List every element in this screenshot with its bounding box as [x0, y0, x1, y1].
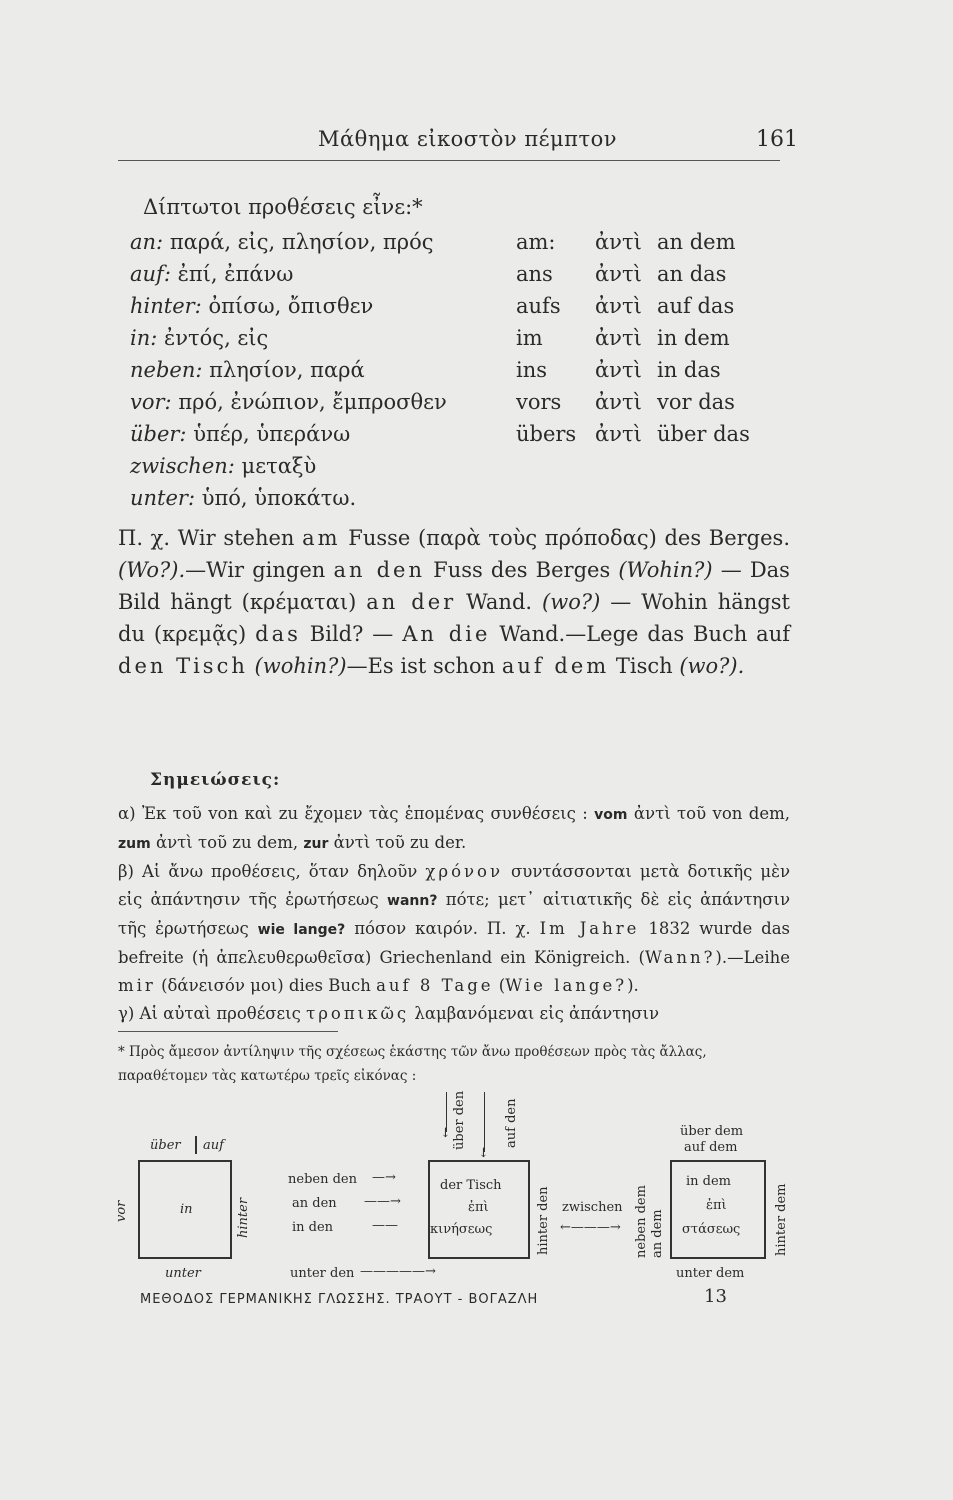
diagram-label: auf: [203, 1138, 224, 1153]
diagram-label: ἐπὶ: [468, 1200, 489, 1215]
text-run: — Das Bild hängt (κρέμαται): [118, 558, 790, 614]
text-run: Fusse (παρὰ τοὺς πρόποδας) des Berges.: [348, 526, 790, 550]
prep-full: in das: [657, 358, 721, 382]
note-bold: zum: [118, 836, 151, 852]
note-text: ἀντὶ τοῦ von dem,: [633, 804, 791, 823]
prep-german: in:: [130, 326, 158, 350]
diagram-label: der Tisch: [440, 1178, 502, 1193]
running-header: Μάθημα εἰκοστὸν πέμπτον: [318, 127, 617, 151]
arrow-down-icon: ↓: [440, 1126, 451, 1141]
note-text: πότε; μετ᾽ αἰτιατικῆς δὲ εἰς ἀπάντησιν τῆς ἐρωτήσεως: [118, 890, 791, 938]
diagram-label: vor: [114, 1200, 129, 1222]
double-arrow-icon: ←———→: [560, 1220, 621, 1235]
prep-german: über:: [130, 422, 187, 446]
arrow-icon: —————→: [360, 1264, 436, 1279]
prep-contraction: im: [516, 326, 543, 350]
prep-german: vor:: [130, 390, 172, 414]
spaced-text: das: [255, 622, 301, 646]
diagram-label: ἐπὶ: [706, 1198, 727, 1213]
question-word: (wo?): [542, 590, 601, 614]
note-spaced: Im Jahre: [539, 919, 640, 938]
diagram-label: neben den: [288, 1172, 357, 1187]
question-word: (Wohin?): [618, 558, 713, 582]
notes-title: Σημειώσεις:: [150, 770, 281, 790]
prep-row: [130, 486, 790, 518]
diagram-label: κινήσεως: [430, 1222, 493, 1237]
intro-heading: Δίπτωτοι προθέσεις εἶνε:*: [143, 195, 423, 219]
prep-german: auf:: [130, 262, 171, 286]
diagram-label: auf dem: [684, 1140, 738, 1155]
prep-greek: ἐντός, εἰς: [164, 326, 269, 350]
text-run: —Es ist schon: [346, 654, 496, 678]
prep-row: [130, 390, 790, 422]
prep-contraction: am:: [516, 230, 556, 254]
arrow-line: [484, 1092, 485, 1152]
signature-mark: 13: [704, 1286, 727, 1307]
spaced-text: den Tisch: [118, 654, 248, 678]
note-spaced: τροπικῶς: [306, 1004, 410, 1023]
prep-german: hinter:: [130, 294, 202, 318]
note-text: ).—Leihe: [715, 948, 790, 967]
prep-anti: ἀντὶ: [595, 294, 642, 318]
printer-imprint: ΜΕΘΟΔΟΣ ΓΕΡΜΑΝΙΚΗΣ ΓΛΩΣΣΗΣ. ΤΡΑΟΥΤ - ΒΟΓΑΖΛΗ: [140, 1292, 539, 1307]
note-bold: wie lange?: [257, 922, 346, 938]
prep-contraction: ins: [516, 358, 548, 382]
prep-row: [130, 454, 790, 486]
prep-contraction: ans: [516, 262, 553, 286]
prep-contraction: übers: [516, 422, 577, 446]
spaced-text: an der: [366, 590, 457, 614]
header-rule: [118, 160, 780, 161]
note-spaced: χρόνον: [425, 862, 504, 881]
spaced-text: auf dem: [501, 654, 610, 678]
prep-greek: πρό, ἐνώπιον, ἔμπροσθεν: [178, 390, 447, 414]
prep-full: an dem: [657, 230, 736, 254]
prep-greek: ὑπέρ, ὑπεράνω: [193, 422, 351, 446]
prep-greek: παρά, εἰς, πλησίον, πρός: [169, 230, 434, 254]
note-bold: wann?: [387, 893, 438, 909]
question-word: (Wo?).: [118, 558, 186, 582]
prep-anti: ἀντὶ: [595, 390, 642, 414]
diagram-label: στάσεως: [682, 1222, 741, 1237]
prep-greek: μεταξὺ: [241, 454, 317, 478]
note-text: γ) Αἱ αὐταὶ προθέσεις: [118, 1004, 301, 1023]
diagram-label: über: [150, 1138, 181, 1153]
diagram-label: hinter den: [536, 1186, 551, 1255]
prep-full: auf das: [657, 294, 735, 318]
prep-row: [130, 262, 790, 294]
diagram-label: über den: [452, 1090, 467, 1150]
note-text: 1832 wurde das befreite (ἡ ἀπελευθερωθεῖσα) Griechenland ein Königreich. (: [118, 919, 791, 967]
question-word: (wo?).: [679, 654, 745, 678]
page-number: 161: [756, 127, 798, 152]
prep-row: [130, 230, 790, 262]
prep-greek: ἐπί, ἐπάνω: [177, 262, 294, 286]
arrow-icon: —→: [372, 1170, 396, 1185]
text-run: Π. χ. Wir stehen: [118, 526, 295, 550]
note-text: λαμβανόμεναι εἰς ἀπάντησιν: [414, 1004, 659, 1023]
examples-paragraph: [118, 522, 790, 682]
note-bold: vom: [594, 807, 628, 823]
text-run: Tisch: [615, 654, 673, 678]
prep-german: an:: [130, 230, 164, 254]
diagram-label: unter dem: [676, 1266, 745, 1281]
prep-anti: ἀντὶ: [595, 230, 642, 254]
diagram-label: unter den: [290, 1266, 355, 1281]
prep-german: zwischen:: [130, 454, 235, 478]
prep-row: [130, 294, 790, 326]
text-run: Bild? —: [309, 622, 394, 646]
prep-row: [130, 422, 790, 454]
divider-mark: [195, 1136, 197, 1154]
diagram-label: hinter: [236, 1197, 251, 1238]
prep-full: über das: [657, 422, 750, 446]
prep-full: in dem: [657, 326, 730, 350]
arrow-icon: ——→: [364, 1194, 401, 1209]
spaced-text: am: [302, 526, 341, 550]
prep-greek: πλησίον, παρά: [209, 358, 365, 382]
diagram-label: an den: [292, 1196, 337, 1211]
text-run: —Wir gingen: [185, 558, 326, 582]
arrow-icon: ——: [372, 1218, 398, 1233]
prep-full: an das: [657, 262, 727, 286]
arrow-down-icon: ↓: [478, 1146, 489, 1161]
prep-anti: ἀντὶ: [595, 358, 642, 382]
diagram-label: in den: [292, 1220, 334, 1235]
note-spaced: Wann?: [644, 948, 716, 967]
diagram-label: über dem: [680, 1124, 744, 1139]
prep-german: unter:: [130, 486, 196, 510]
note-bold: zur: [303, 836, 329, 852]
text-run: Fuss des Berges: [433, 558, 611, 582]
prep-german: neben:: [130, 358, 203, 382]
note-spaced: mir: [118, 976, 156, 995]
spaced-text: An die: [402, 622, 491, 646]
diagram-label: in: [180, 1202, 193, 1217]
prep-contraction: aufs: [516, 294, 561, 318]
prep-anti: ἀντὶ: [595, 262, 642, 286]
text-run: — Wohin hängst du (κρεμᾷς): [118, 590, 790, 646]
diagram-label: unter: [165, 1266, 201, 1281]
prep-greek: ὀπίσω, ὄπισθεν: [208, 294, 374, 318]
prep-anti: ἀντὶ: [595, 326, 642, 350]
prep-row: [130, 358, 790, 390]
diagram-label: an dem: [650, 1209, 665, 1258]
note-text: συντάσσονται μετὰ δοτικῆς μὲν εἰς ἀπάντησιν τῆς ἐρωτήσεως: [118, 862, 790, 909]
prep-contraction: vors: [516, 390, 562, 414]
prep-row: [130, 326, 790, 358]
question-word: (wohin?): [254, 654, 347, 678]
note-text: (δάνεισόν μοι) dies Buch: [161, 976, 371, 995]
footnote: * Πρὸς ἄμεσον ἀντίληψιν τῆς σχέσεως ἑκάστης τῶν ἄνω προθέσεων πρὸς τὰς ἄλλας, παραθέτομεν τὰς κατωτέρω τρεῖς εἰκόνας :: [118, 1044, 707, 1084]
note-spaced: Wie lange?: [505, 976, 628, 995]
note-text: ἀντὶ τοῦ zu dem,: [155, 833, 299, 852]
spaced-text: an den: [333, 558, 426, 582]
diagram-label: neben dem: [634, 1185, 649, 1258]
prep-full: vor das: [657, 390, 735, 414]
note-text: (: [498, 976, 506, 995]
diagram-label: hinter dem: [774, 1183, 789, 1256]
diagram-label: zwischen: [562, 1200, 623, 1215]
note-text: ).: [627, 976, 639, 995]
text-run: Wand.: [466, 590, 533, 614]
note-spaced: auf 8 Tage: [376, 976, 494, 995]
note-text: ἀντὶ τοῦ zu der.: [333, 833, 467, 852]
notes-body: [118, 800, 790, 1028]
note-text: πόσον καιρόν. Π. χ.: [354, 919, 531, 938]
prep-anti: ἀντὶ: [595, 422, 642, 446]
prep-greek: ὑπό, ὑποκάτω.: [201, 486, 357, 510]
text-run: Wand.—Lege das Buch auf: [499, 622, 790, 646]
diagram-label: in dem: [686, 1174, 732, 1189]
note-text: β) Αἱ ἄνω προθέσεις, ὅταν δηλοῦν: [118, 862, 418, 881]
footnote-rule: [118, 1031, 338, 1032]
diagram-label: auf den: [504, 1098, 519, 1148]
note-text: α) Ἐκ τοῦ von καὶ zu ἔχομεν τὰς ἑπομένας συνθέσεις :: [118, 804, 588, 823]
